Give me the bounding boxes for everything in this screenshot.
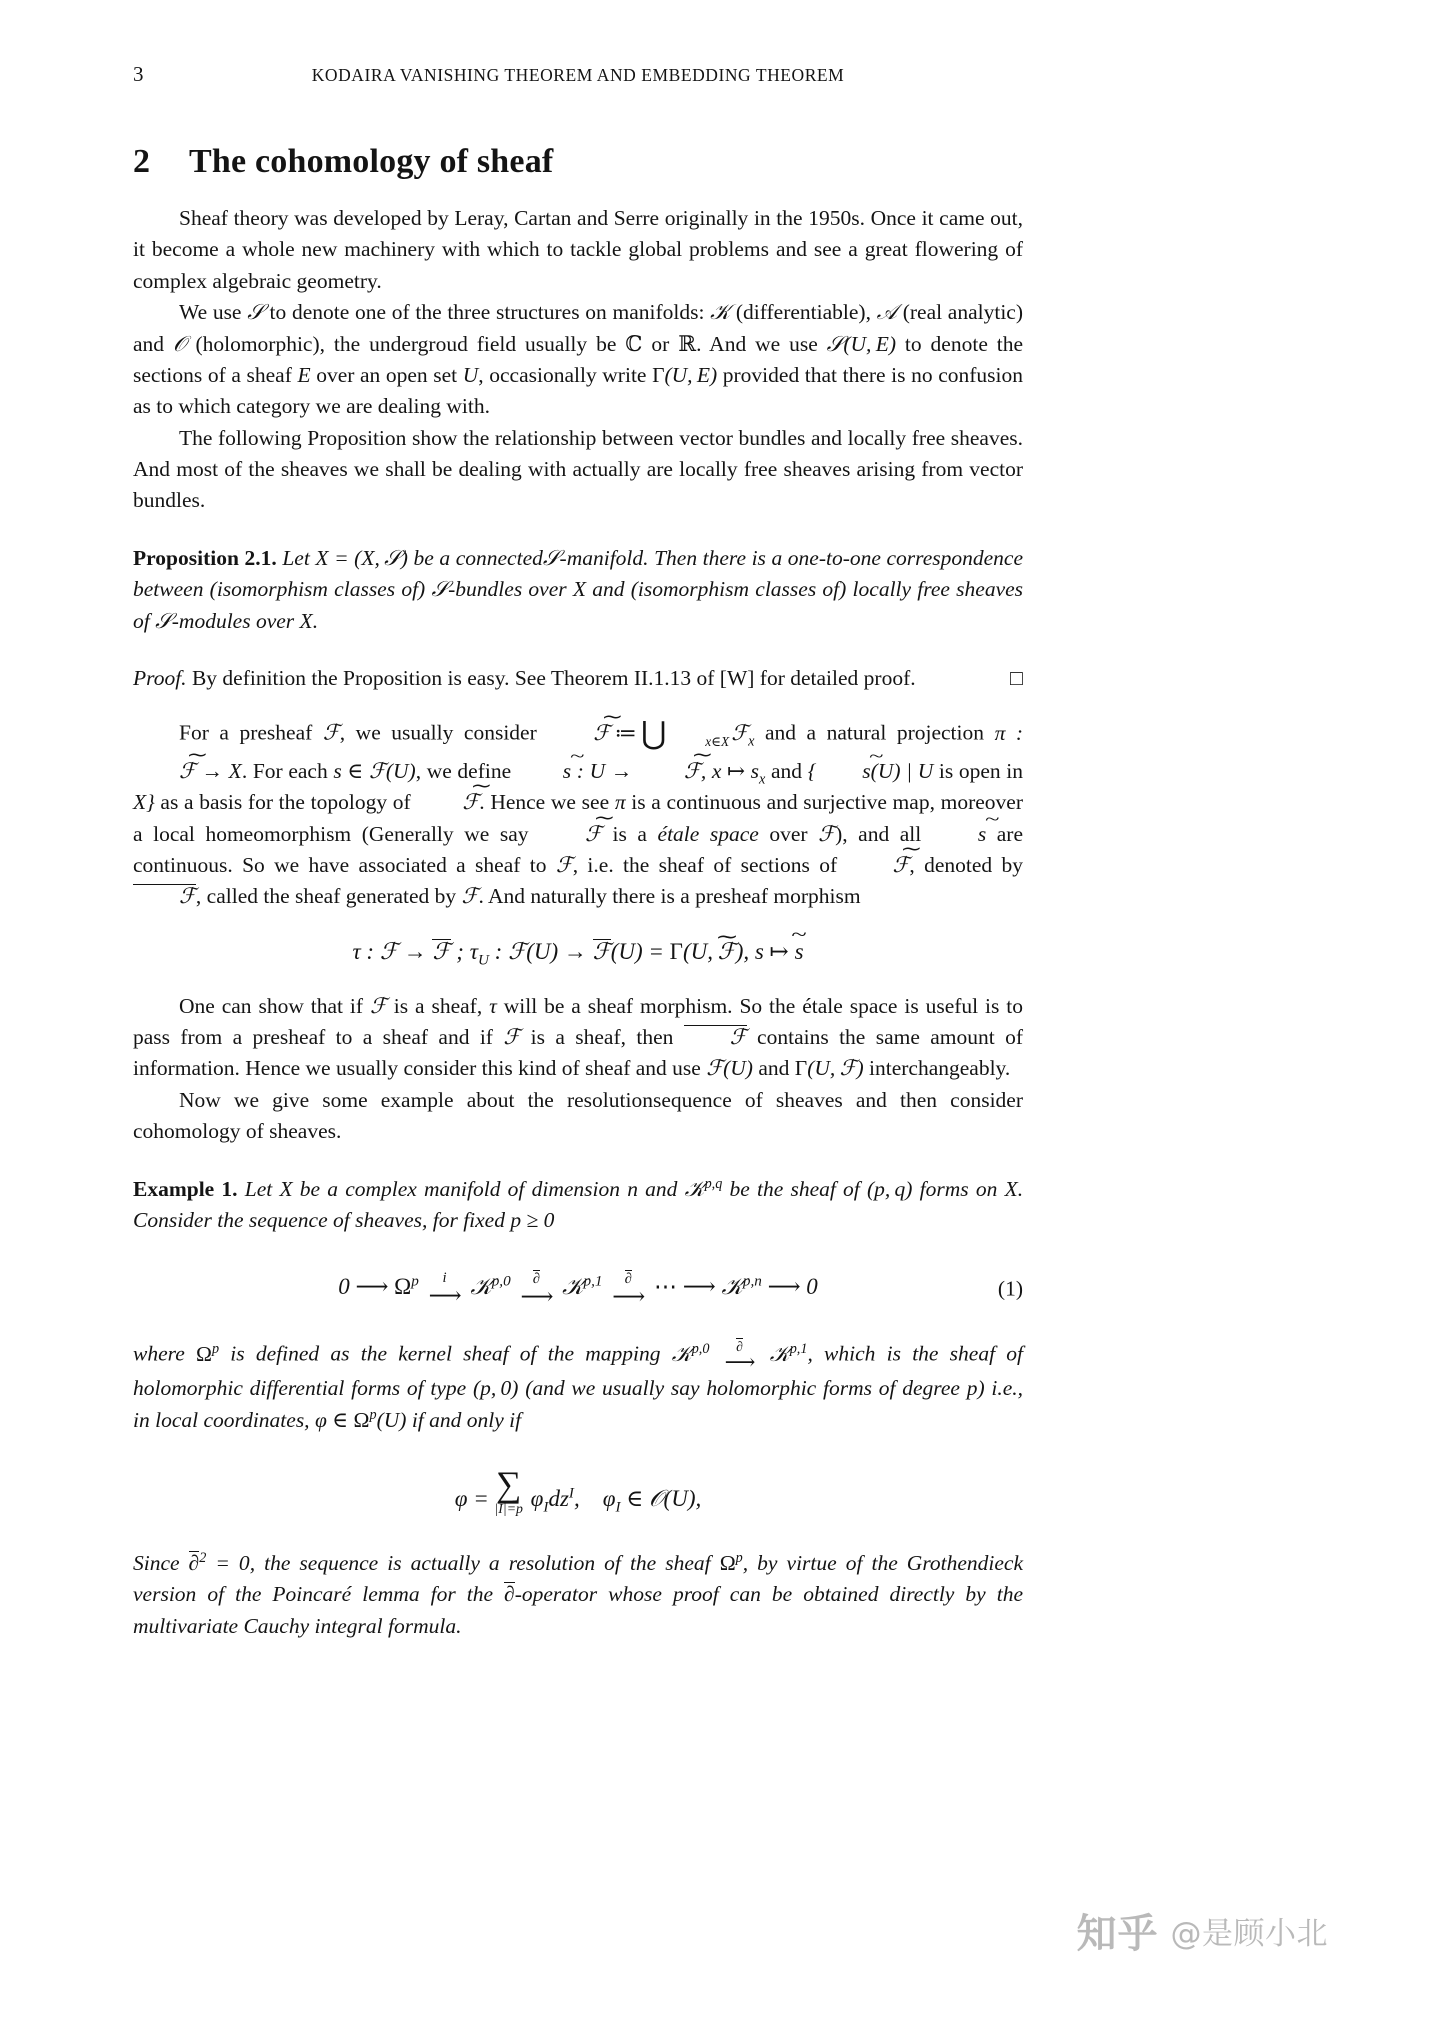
p2-c: (differentiable), xyxy=(735,300,871,325)
math-S-3: 𝒮 xyxy=(431,577,449,603)
p6-g: interchangeably. xyxy=(869,1056,1011,1081)
p9-c: , which is the sheaf of holomorphic differential forms of type xyxy=(133,1341,1024,1401)
proof-label: Proof. xyxy=(133,665,187,690)
p2-h: to denote the sections of a sheaf xyxy=(133,331,1024,387)
equation-1 xyxy=(133,1270,1023,1308)
math-U-set: U xyxy=(462,362,479,387)
running-title: KODAIRA VANISHING THEOREM AND EMBEDDING THEOREM xyxy=(311,65,845,85)
equation-1-body: 0 ⟶ $\Omega^p$ i ⟶ 𝒦$^{p,0}$ ∂ ⟶ 𝒦$^{p,1}$ ∂ ⟶ ⋯ ⟶ 𝒦$^{p,n}$ ⟶ 0 xyxy=(338,1270,818,1310)
prop-g: . xyxy=(312,608,319,633)
arrow-dbar-3: ∂ ⟶ xyxy=(724,1339,755,1374)
zhihu-logo: 知乎 xyxy=(1076,1911,1159,1957)
prop-b: be a connected xyxy=(413,545,543,570)
prop-c: -manifold. Then there is a one-to-one correspondence between (isomorphism classes of) xyxy=(133,545,1024,602)
p2-a: We use xyxy=(179,300,242,325)
term-etale-space: étale space xyxy=(657,821,759,846)
math-F-tilde-3: ~ ℱ xyxy=(846,853,909,877)
math-S-U-E: 𝒮(U, E) xyxy=(826,331,896,357)
p9-f: if and only if xyxy=(411,1407,522,1432)
math-E-sheaf: E xyxy=(297,362,311,387)
p9-a: where xyxy=(133,1341,185,1366)
p5-m: ), and all xyxy=(835,821,922,846)
math-F-bar-1: ℱ xyxy=(133,884,196,908)
math-F-4: ℱ xyxy=(461,884,479,910)
example-label: Example 1. xyxy=(133,1176,238,1201)
prop-f: -modules over xyxy=(171,608,295,633)
math-p-deg: p xyxy=(966,1376,978,1401)
p10-a: Since xyxy=(133,1550,180,1575)
equation-phi-body: φ = ∑ |I|=p $\varphi_Idz^I$, $\varphi_I$ ∈ 𝒪(U), xyxy=(454,1464,702,1517)
p2-g: . And we use xyxy=(696,331,818,356)
p6-e: contains the same amount of information. Hence we usually consider this kind of sheaf and use xyxy=(133,1025,1024,1081)
p5-c: and a natural projection xyxy=(764,720,985,745)
math-S-2: 𝒮 xyxy=(542,545,560,571)
math-F-tilde-def: ~ ℱ ≔ ⋃ x∈Xℱ$_x$ xyxy=(547,721,754,745)
math-complex: ℂ xyxy=(625,331,643,357)
math-s-in-FU: s ∈ ℱ(U) xyxy=(333,758,416,784)
paragraph-structures xyxy=(133,297,1023,423)
math-F-tilde-1: ~ ℱ xyxy=(416,790,479,814)
ex-d: be the sheaf of xyxy=(729,1176,860,1201)
math-dbar-sq: ∂$^2$ = 0 xyxy=(188,1549,250,1575)
page-content xyxy=(133,0,1023,1642)
math-E-pq: 𝒦$^{p,q}$ xyxy=(684,1175,723,1202)
prop-a: Let xyxy=(282,545,310,570)
p5-b: , we usually consider xyxy=(339,720,537,745)
p6-f: and xyxy=(758,1056,790,1081)
p6-a: One can show that if xyxy=(179,993,364,1018)
ex-c: and xyxy=(645,1176,678,1201)
p6-d: is a sheaf, then xyxy=(530,1025,674,1050)
ex-e: forms on xyxy=(919,1176,998,1201)
paragraph-resolution-lead: Now we give some example about the resolutionsequence of sheaves and then consider cohomology of sheaves. xyxy=(133,1087,1023,1144)
p9-b: is defined as the kernel sheaf of the mapping xyxy=(230,1341,661,1366)
math-O: 𝒪 xyxy=(172,331,187,357)
p2-d: (real analytic) and xyxy=(133,300,1023,356)
p5-q: , called the sheaf generated by xyxy=(195,884,457,909)
math-F-3: ℱ xyxy=(555,852,573,878)
math-S: 𝒮 xyxy=(247,300,264,326)
math-X-eq: X = (X, 𝒮) xyxy=(315,545,408,571)
proposition-2-1 xyxy=(133,543,1023,637)
p5-o: , i.e. the sheaf of sections of xyxy=(572,852,838,877)
p10-d: -operator whose proof can be obtained directly by the multivariate Cauchy integral formula. xyxy=(133,1582,1023,1638)
math-p-geq-0: p ≥ 0 xyxy=(510,1207,555,1232)
p5-p: , denoted by xyxy=(909,852,1023,877)
p2-b: to denote one of the three structures on manifolds: xyxy=(269,300,705,325)
math-F-1: ℱ xyxy=(322,720,340,746)
math-pi-1: π xyxy=(614,790,626,815)
math-F-5: ℱ xyxy=(369,993,387,1019)
p2-k: provided that there is no confusion as to which category we are dealing with. xyxy=(133,362,1023,419)
p5-n: are continuous. So we have associated a sheaf to xyxy=(133,821,1023,877)
math-omega-p-1: $\Omega^p$ xyxy=(195,1340,220,1366)
section-number: 2 xyxy=(133,143,151,180)
equation-phi-expansion xyxy=(133,1464,1023,1517)
example-1 xyxy=(133,1174,1023,1237)
p10-c: , by virtue of the Grothendieck version of the Poincaré lemma for the xyxy=(133,1550,1024,1607)
prop-e: and (isomorphism classes of) locally free sheaves of xyxy=(133,577,1024,633)
p5-r: . And naturally there is a presheaf morphism xyxy=(478,884,861,909)
paragraph-conclusion xyxy=(133,1548,1023,1642)
p2-e: (holomorphic), the undergroud field usually be xyxy=(195,331,617,356)
ex-f: . Consider the sequence of sheaves, for fixed xyxy=(133,1176,1024,1232)
p5-h: . Hence we see xyxy=(479,790,610,815)
arrow-dbar-1: ∂ ⟶ xyxy=(520,1271,553,1310)
p5-i: is a continuous and surjective map, moreover a local homeomorphism (Generally we say xyxy=(133,790,1024,846)
p2-f: or xyxy=(651,331,670,356)
math-pi-map: π : ~ ℱ → X xyxy=(133,721,1023,783)
qed-symbol: □ xyxy=(1010,665,1023,690)
page-number: 3 xyxy=(133,62,144,86)
paragraph-proposition-lead: The following Proposition show the relationship between vector bundles and locally free sheaves. And most of the sheaves we shall be dealing with actually are locally free sheaves arising from vector bundles. xyxy=(133,425,1023,513)
proposition-label: Proposition 2.1. xyxy=(133,545,277,570)
p5-e: , we define xyxy=(415,758,512,783)
zhihu-username: @是顾小北 xyxy=(1170,1916,1328,1952)
proof-block xyxy=(133,663,1023,694)
math-E: 𝒦 xyxy=(710,300,731,326)
math-p0-pair: (p, 0) xyxy=(472,1376,519,1401)
math-FU: ℱ(U) xyxy=(706,1056,753,1082)
equation-tau-body: τ : ℱ → ℱ ; $\tau_U$ : ℱ(U) → ℱ(U) = Γ(U, ~ ℱ), s ↦ ~ s xyxy=(352,939,803,964)
p9-d: (and we usually say holomorphic forms of degree xyxy=(525,1376,960,1401)
math-phi-in-omega: φ ∈ $\Omega^p(U)$ xyxy=(314,1406,407,1432)
math-omega-p-2: $\Omega^p$ xyxy=(719,1549,743,1575)
prop-d: -bundles over xyxy=(448,577,567,602)
p5-g: as a basis for the topology of xyxy=(160,790,411,815)
paragraph-presheaf xyxy=(133,710,1023,912)
math-F-bar-2: ℱ xyxy=(684,1025,747,1049)
math-S-4: 𝒮 xyxy=(155,608,172,634)
p5-j: is a xyxy=(612,821,647,846)
math-F-2: ℱ xyxy=(818,821,836,847)
math-s-tilde-map: ~ s : U → ~ ℱ, x ↦ $s_x$ xyxy=(517,759,766,783)
p9-e: ) i.e., in local coordinates, xyxy=(133,1376,1023,1432)
math-gamma-U-F: Γ(U, ℱ) xyxy=(794,1056,864,1082)
proof-text: By definition the Proposition is easy. See Theorem II.1.13 of [W] for detailed proof. xyxy=(191,665,916,690)
p6-c: will be a sheaf morphism. So the étale space is useful is to pass from a presheaf to a sheaf and if xyxy=(133,993,1024,1050)
equation-tau-morphism xyxy=(133,938,1023,969)
math-tau-1: τ xyxy=(489,993,497,1018)
math-F-6: ℱ xyxy=(503,1025,521,1051)
p5-d: . For each xyxy=(241,758,328,783)
paragraph-intro: Sheaf theory was developed by Leray, Cartan and Serre originally in the 1950s. Once it came out, it become a whole new machinery with which to tackle global problems and see a great flowering of complex algebraic geometry. xyxy=(133,206,1023,293)
math-X-2: X xyxy=(299,608,313,633)
math-X-1: X xyxy=(572,577,587,602)
p5-f: and xyxy=(771,758,803,783)
p5-a: For a presheaf xyxy=(179,720,313,745)
math-gamma-U-E: Γ(U, E) xyxy=(652,362,718,387)
math-s-tilde-1: ~ s xyxy=(932,822,986,846)
math-F-tilde-2: ~ ℱ xyxy=(539,822,602,846)
ex-b: be a complex manifold of dimension xyxy=(299,1176,620,1201)
math-reals: ℝ xyxy=(678,331,697,357)
math-basis-set: { ~ s(U) | U is open in X} xyxy=(133,759,1023,814)
math-dbar-op: ∂ xyxy=(504,1582,515,1607)
math-pq-pair: (p, q) xyxy=(866,1176,913,1201)
math-X-4: X xyxy=(1004,1176,1018,1201)
math-n-dim: n xyxy=(627,1176,638,1201)
p5-l: over xyxy=(769,821,808,846)
math-dbar-map: 𝒦$^{p,0}$ ∂ ⟶ 𝒦$^{p,1}$ xyxy=(671,1339,808,1374)
p2-j: , occasionally write xyxy=(478,362,647,387)
ex-a: Let xyxy=(244,1176,273,1201)
p2-i: over an open set xyxy=(316,362,458,387)
p6-b: is a sheaf, xyxy=(393,993,483,1018)
arrow-i: i ⟶ xyxy=(428,1270,461,1309)
running-head xyxy=(133,62,1023,102)
zhihu-watermark xyxy=(1077,1902,1329,1959)
summation-operator: ∑ |I|=p xyxy=(494,1464,523,1517)
equation-number-1: (1) xyxy=(997,1276,1023,1301)
p10-b: , the sequence is actually a resolution of the sheaf xyxy=(249,1550,711,1575)
math-A: 𝒜 xyxy=(876,300,897,326)
section-title: The cohomology of sheaf xyxy=(189,143,554,180)
paragraph-where-omega xyxy=(133,1338,1023,1436)
math-X-3: X xyxy=(279,1176,293,1201)
arrow-dbar-2: ∂ ⟶ xyxy=(612,1271,645,1310)
section-heading xyxy=(133,142,1023,181)
paragraph-sheafification xyxy=(133,991,1023,1085)
